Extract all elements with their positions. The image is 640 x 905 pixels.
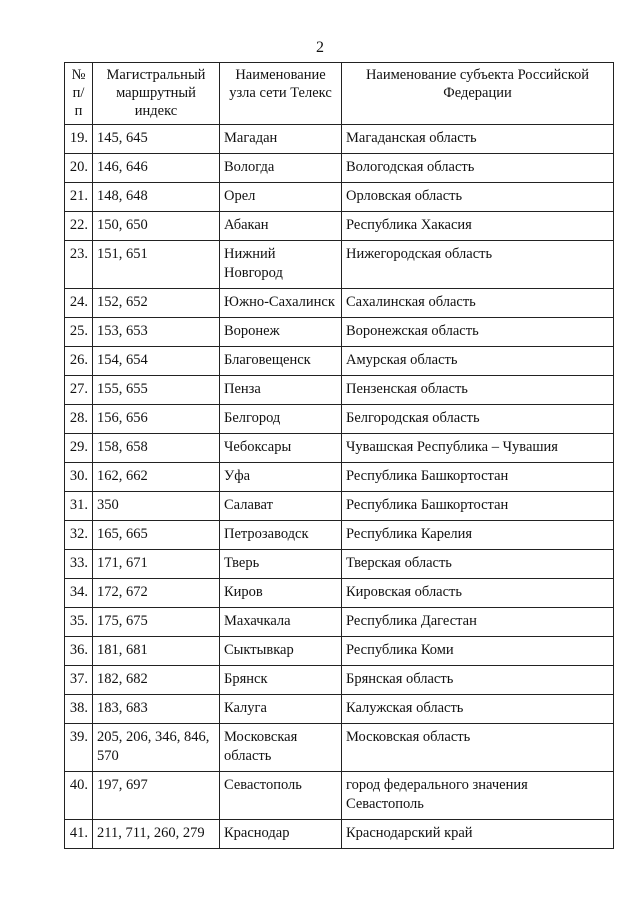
federal-subject-cell: Чувашская Республика – Чувашия xyxy=(342,434,614,463)
federal-subject-cell: Кировская область xyxy=(342,579,614,608)
federal-subject-cell: Республика Хакасия xyxy=(342,212,614,241)
table-row xyxy=(65,241,614,289)
routing-index-cell: 150, 650 xyxy=(93,212,220,241)
row-number: 38. xyxy=(65,695,93,724)
telex-node-cell: Киров xyxy=(220,579,342,608)
telex-node-cell: Московская область xyxy=(220,724,342,772)
header-routing-index: Магистральный маршрутный индекс xyxy=(93,63,220,125)
row-number: 35. xyxy=(65,608,93,637)
routing-index-cell: 181, 681 xyxy=(93,637,220,666)
table-row xyxy=(65,521,614,550)
header-telex-node: Наименование узла сети Телекс xyxy=(220,63,342,125)
telex-node-cell: Нижний Новгород xyxy=(220,241,342,289)
federal-subject-cell: Пензенская область xyxy=(342,376,614,405)
federal-subject-cell: Воронежская область xyxy=(342,318,614,347)
telex-node-cell: Тверь xyxy=(220,550,342,579)
telex-node-cell: Севастополь xyxy=(220,772,342,820)
telex-node-cell: Калуга xyxy=(220,695,342,724)
table-row xyxy=(65,637,614,666)
table-row xyxy=(65,212,614,241)
federal-subject-cell: Нижегородская область xyxy=(342,241,614,289)
telex-node-cell: Абакан xyxy=(220,212,342,241)
row-number: 36. xyxy=(65,637,93,666)
telex-node-cell: Благовещенск xyxy=(220,347,342,376)
telex-node-cell: Петрозаводск xyxy=(220,521,342,550)
routing-index-cell: 148, 648 xyxy=(93,183,220,212)
telex-node-cell: Брянск xyxy=(220,666,342,695)
federal-subject-cell: Тверская область xyxy=(342,550,614,579)
routing-index-cell: 155, 655 xyxy=(93,376,220,405)
routing-index-cell: 158, 658 xyxy=(93,434,220,463)
table-row xyxy=(65,579,614,608)
federal-subject-cell: Республика Коми xyxy=(342,637,614,666)
table-row xyxy=(65,666,614,695)
routing-index-cell: 152, 652 xyxy=(93,289,220,318)
federal-subject-cell: город федерального значения Севастополь xyxy=(342,772,614,820)
row-number: 32. xyxy=(65,521,93,550)
routing-index-cell: 171, 671 xyxy=(93,550,220,579)
table-row xyxy=(65,820,614,849)
telex-node-cell: Махачкала xyxy=(220,608,342,637)
routing-index-cell: 156, 656 xyxy=(93,405,220,434)
federal-subject-cell: Белгородская область xyxy=(342,405,614,434)
federal-subject-cell: Вологодская область xyxy=(342,154,614,183)
federal-subject-cell: Республика Башкортостан xyxy=(342,463,614,492)
routing-index-cell: 154, 654 xyxy=(93,347,220,376)
table-row xyxy=(65,183,614,212)
row-number: 33. xyxy=(65,550,93,579)
row-number: 24. xyxy=(65,289,93,318)
table-row xyxy=(65,724,614,772)
telex-nodes-table xyxy=(64,62,614,849)
federal-subject-cell: Краснодарский край xyxy=(342,820,614,849)
telex-node-cell: Магадан xyxy=(220,125,342,154)
table-row xyxy=(65,492,614,521)
row-number: 28. xyxy=(65,405,93,434)
routing-index-cell: 211, 711, 260, 279 xyxy=(93,820,220,849)
telex-node-cell: Чебоксары xyxy=(220,434,342,463)
table-row xyxy=(65,376,614,405)
routing-index-cell: 153, 653 xyxy=(93,318,220,347)
row-number: 27. xyxy=(65,376,93,405)
row-number: 19. xyxy=(65,125,93,154)
row-number: 21. xyxy=(65,183,93,212)
table-row xyxy=(65,154,614,183)
telex-node-cell: Вологда xyxy=(220,154,342,183)
federal-subject-cell: Брянская область xyxy=(342,666,614,695)
table-row xyxy=(65,772,614,820)
telex-node-cell: Орел xyxy=(220,183,342,212)
table-row xyxy=(65,318,614,347)
routing-index-cell: 145, 645 xyxy=(93,125,220,154)
federal-subject-cell: Республика Карелия xyxy=(342,521,614,550)
table-body xyxy=(65,125,614,849)
routing-index-cell: 182, 682 xyxy=(93,666,220,695)
federal-subject-cell: Республика Дагестан xyxy=(342,608,614,637)
row-number: 22. xyxy=(65,212,93,241)
table-row xyxy=(65,405,614,434)
row-number: 41. xyxy=(65,820,93,849)
telex-node-cell: Пенза xyxy=(220,376,342,405)
federal-subject-cell: Республика Башкортостан xyxy=(342,492,614,521)
row-number: 20. xyxy=(65,154,93,183)
row-number: 31. xyxy=(65,492,93,521)
page-number: 2 xyxy=(316,39,324,56)
header-federal-subject: Наименование субъекта Российской Федерации xyxy=(342,63,614,125)
table-header-row xyxy=(65,63,614,125)
federal-subject-cell: Магаданская область xyxy=(342,125,614,154)
row-number: 40. xyxy=(65,772,93,820)
header-number: № п/п xyxy=(65,63,93,125)
routing-index-cell: 350 xyxy=(93,492,220,521)
table-row xyxy=(65,289,614,318)
telex-node-cell: Краснодар xyxy=(220,820,342,849)
routing-index-cell: 165, 665 xyxy=(93,521,220,550)
telex-node-cell: Белгород xyxy=(220,405,342,434)
telex-node-cell: Уфа xyxy=(220,463,342,492)
table-row xyxy=(65,463,614,492)
routing-index-cell: 151, 651 xyxy=(93,241,220,289)
routing-index-cell: 146, 646 xyxy=(93,154,220,183)
table-row xyxy=(65,608,614,637)
routing-index-cell: 183, 683 xyxy=(93,695,220,724)
federal-subject-cell: Калужская область xyxy=(342,695,614,724)
federal-subject-cell: Амурская область xyxy=(342,347,614,376)
telex-node-cell: Южно-Сахалинск xyxy=(220,289,342,318)
row-number: 26. xyxy=(65,347,93,376)
row-number: 25. xyxy=(65,318,93,347)
routing-index-cell: 172, 672 xyxy=(93,579,220,608)
row-number: 37. xyxy=(65,666,93,695)
federal-subject-cell: Орловская область xyxy=(342,183,614,212)
telex-node-cell: Сыктывкар xyxy=(220,637,342,666)
telex-node-cell: Салават xyxy=(220,492,342,521)
row-number: 29. xyxy=(65,434,93,463)
table-row xyxy=(65,347,614,376)
table-row xyxy=(65,125,614,154)
row-number: 23. xyxy=(65,241,93,289)
federal-subject-cell: Московская область xyxy=(342,724,614,772)
row-number: 30. xyxy=(65,463,93,492)
routing-index-cell: 205, 206, 346, 846, 570 xyxy=(93,724,220,772)
routing-index-cell: 175, 675 xyxy=(93,608,220,637)
routing-index-cell: 197, 697 xyxy=(93,772,220,820)
table-row xyxy=(65,695,614,724)
row-number: 39. xyxy=(65,724,93,772)
federal-subject-cell: Сахалинская область xyxy=(342,289,614,318)
routing-index-cell: 162, 662 xyxy=(93,463,220,492)
table-row xyxy=(65,550,614,579)
table-row xyxy=(65,434,614,463)
telex-node-cell: Воронеж xyxy=(220,318,342,347)
row-number: 34. xyxy=(65,579,93,608)
